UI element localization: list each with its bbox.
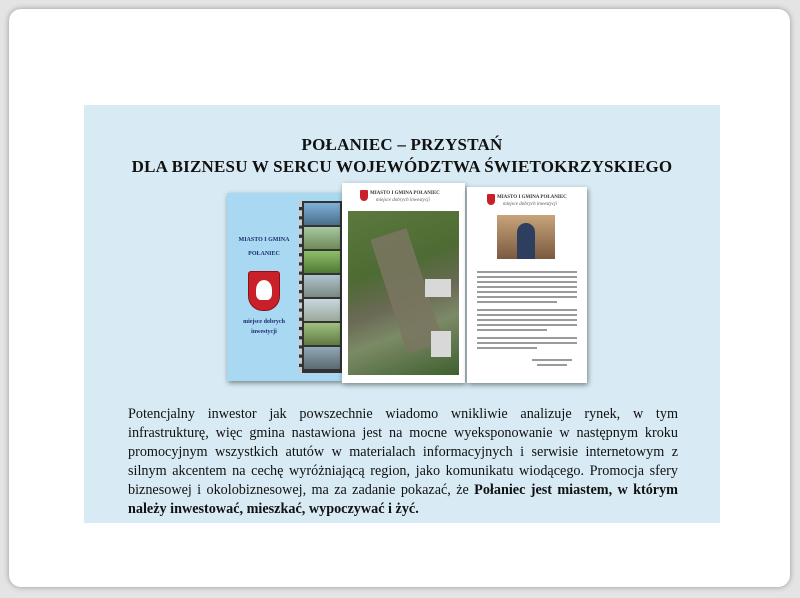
brochure-left-slogan2: inwestycji bbox=[251, 329, 277, 335]
brochure-text-lines bbox=[477, 271, 577, 369]
title-line-2: DLA BIZNESU W SERCU WOJEWÓDZTWA ŚWIETOKRZYSKIEGO bbox=[131, 157, 673, 176]
filmstrip-photos bbox=[299, 201, 342, 373]
brochure-right-header: MIASTO I GMINA POŁANIEC bbox=[497, 195, 567, 200]
content-panel bbox=[84, 105, 720, 523]
brochure-middle bbox=[342, 183, 465, 383]
crest-icon bbox=[360, 190, 368, 201]
coat-of-arms-icon bbox=[248, 271, 280, 311]
brochure-images bbox=[221, 183, 593, 389]
brochure-left-slogan1: miejsce dobrych bbox=[243, 319, 285, 325]
brochure-left-line1: MIASTO I GMINA bbox=[238, 237, 290, 243]
body-text: Potencjalny inwestor jak powszechnie wiadomo wnikliwie analizuje rynek, w tym infrastrukturę, więc gmina nastawiona jest na mocne wyeksponowanie w następnym kroku promocyjnym wszystkich atutów w materialach informacyjnych i serwisie internetowym z silnym akcentem na cechę wyróżniającą region, jako komunikatu wiodącego. Promocja sfery biznesowej i okolobiznesowej, ma za zadanie pokazać, że bbox=[128, 406, 678, 498]
brochure-middle-subheader: miejsce dobrych inwestycji bbox=[376, 198, 430, 203]
crest-icon bbox=[487, 194, 495, 205]
body-bold-text: Połaniec jest miastem, w którym należy inwestować, mieszkać, wypoczywać i żyć. bbox=[128, 482, 678, 517]
title-line-1: POŁANIEC – PRZYSTAŃ bbox=[301, 135, 503, 154]
mayor-photo bbox=[497, 215, 555, 259]
aerial-photo bbox=[348, 211, 459, 375]
brochure-right bbox=[467, 187, 587, 383]
brochure-middle-header: MIASTO I GMINA POŁANIEC bbox=[370, 191, 440, 196]
body-paragraph bbox=[128, 405, 678, 519]
slide bbox=[9, 9, 790, 587]
brochure-left bbox=[227, 193, 342, 381]
brochure-right-subheader: miejsce dobrych inwestycji bbox=[503, 202, 557, 207]
brochure-left-line2: POŁANIEC bbox=[248, 251, 280, 257]
